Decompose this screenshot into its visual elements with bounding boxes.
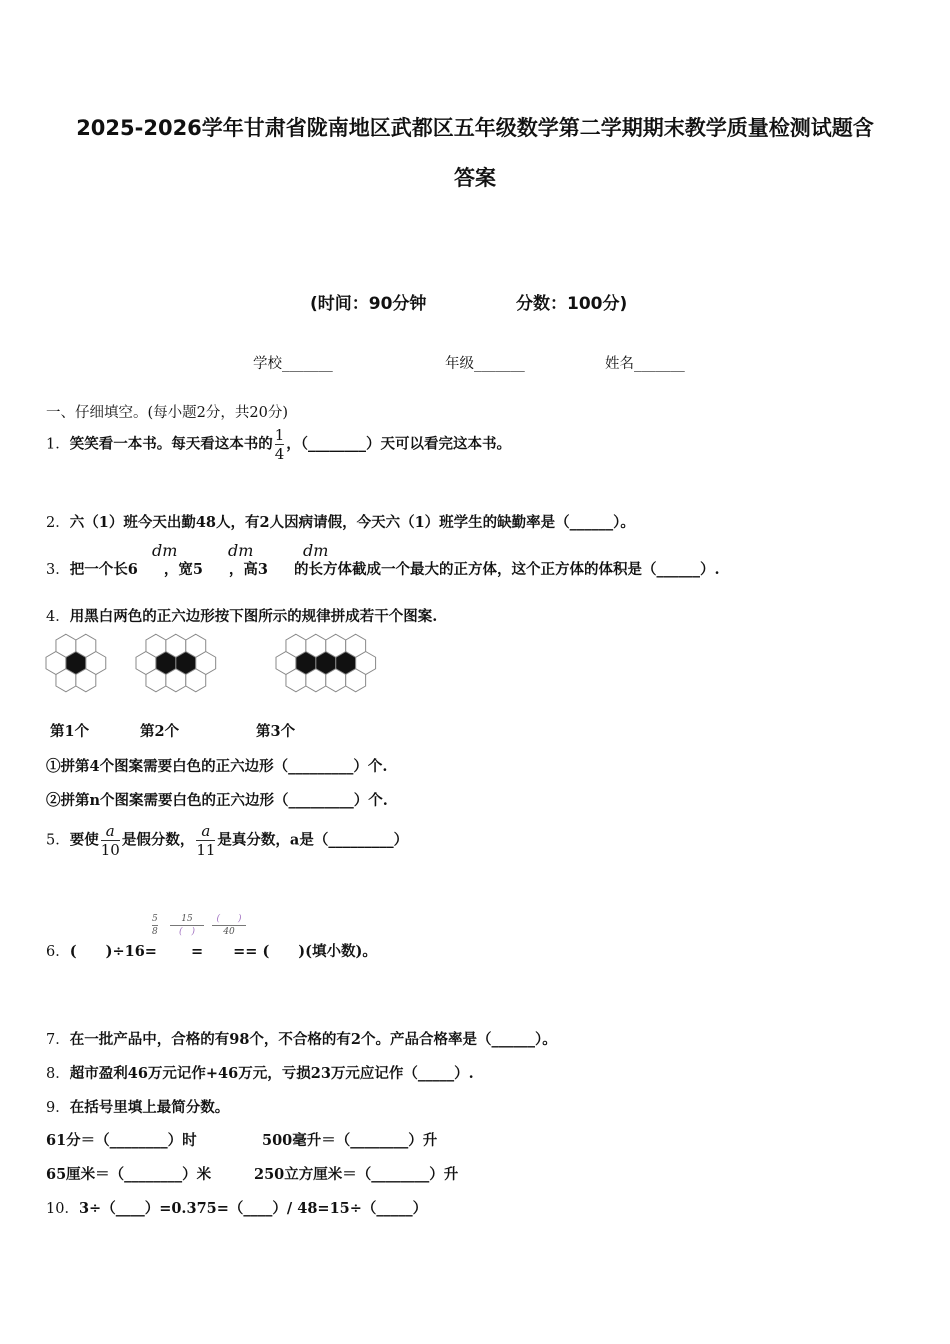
q6-text-c: = bbox=[233, 943, 246, 960]
q6-text-b: = bbox=[190, 943, 204, 960]
pattern-label-1: 第1个 bbox=[50, 723, 90, 740]
white-hexagon bbox=[146, 634, 166, 657]
white-hexagon bbox=[326, 669, 346, 692]
school-field[interactable]: 学校_______ bbox=[253, 356, 333, 372]
question-number: 7． bbox=[46, 1032, 70, 1048]
name-field[interactable]: 姓名_______ bbox=[605, 356, 685, 372]
question-number: 9． bbox=[46, 1100, 70, 1116]
hexagon-patterns bbox=[40, 628, 430, 700]
q9-row1-a: 61分＝（________）时 bbox=[46, 1132, 197, 1149]
title-line-1: 2025-2026学年甘肃省陇南地区武都区五年级数学第二学期期末教学质量检测试题含 bbox=[76, 116, 874, 140]
pattern-label-3: 第3个 bbox=[256, 723, 296, 740]
q9-row2-b: 250立方厘米＝（________）升 bbox=[254, 1166, 459, 1183]
q9-text: 在括号里填上最简分数。 bbox=[69, 1099, 230, 1116]
white-hexagon bbox=[346, 669, 366, 692]
question-number: 1． bbox=[46, 436, 70, 453]
question-2 bbox=[46, 511, 635, 532]
frac-den: 10 bbox=[100, 841, 120, 859]
q4-sub-2: ②拼第n个图案需要白色的正六边形（_________）个. bbox=[46, 792, 388, 809]
q9-row2-a: 65厘米＝（________）米 bbox=[46, 1166, 212, 1183]
unit-dm-length: dm bbox=[152, 541, 178, 560]
frac-den: ( ) bbox=[170, 925, 204, 938]
white-hexagon bbox=[166, 669, 186, 692]
frac-den: 4 bbox=[274, 445, 285, 463]
white-hexagon bbox=[146, 669, 166, 692]
q1-text-a: 笑笑看一本书。每天看这本书的 bbox=[69, 435, 273, 453]
fraction-a-over-11 bbox=[196, 822, 215, 859]
q6-text-d: = ( )(填小数)。 bbox=[245, 943, 377, 960]
frac-num: 5 bbox=[152, 914, 158, 924]
exam-score: 分数：100分) bbox=[516, 294, 628, 314]
pattern-label-2: 第2个 bbox=[140, 723, 180, 740]
q1-text-b: ，（________）天可以看完这本书。 bbox=[286, 435, 512, 453]
q5-text-c: 是真分数，a是（_________） bbox=[217, 831, 409, 849]
white-hexagon bbox=[286, 669, 306, 692]
frac-num: a bbox=[105, 822, 115, 840]
question-number: 5． bbox=[46, 832, 70, 849]
frac-den: 11 bbox=[196, 841, 216, 859]
frac-num: a bbox=[201, 822, 211, 840]
q4-sub-1: ①拼第4个图案需要白色的正六边形（_________）个. bbox=[46, 758, 388, 775]
white-hexagon bbox=[166, 634, 186, 657]
frac-den: 40 bbox=[212, 925, 246, 938]
white-hexagon bbox=[306, 634, 326, 657]
white-hexagon bbox=[186, 634, 206, 657]
q3-text-a: 把一个长6 bbox=[69, 561, 138, 578]
title-line-2: 答案 bbox=[454, 166, 496, 190]
grade-field[interactable]: 年级_______ bbox=[445, 356, 525, 372]
q5-text-b: 是假分数， bbox=[121, 831, 195, 849]
q3-text-c: ，高3 bbox=[228, 561, 269, 578]
exam-time: (时间：90分钟 bbox=[310, 294, 427, 314]
white-hexagon bbox=[346, 634, 366, 657]
white-hexagon bbox=[56, 669, 76, 692]
white-hexagon bbox=[76, 634, 96, 657]
q3-text-b: ，宽5 bbox=[163, 561, 203, 578]
unit-dm-height: dm bbox=[303, 541, 329, 560]
frac-num: ( ) bbox=[216, 914, 242, 924]
small-fraction-5-8 bbox=[152, 913, 158, 938]
small-fraction-15 bbox=[170, 913, 204, 938]
white-hexagon bbox=[306, 669, 326, 692]
question-8 bbox=[46, 1062, 474, 1083]
q3-text-d: 的长方体截成一个最大的正方体，这个正方体的体积是（______）. bbox=[294, 561, 720, 578]
q8-text: 超市盈利46万元记作+46万元，亏损23万元应记作（_____）. bbox=[69, 1065, 474, 1082]
question-number: 3． bbox=[46, 562, 70, 578]
q6-text-a: ( )÷16= bbox=[69, 943, 157, 960]
frac-den: 8 bbox=[152, 927, 158, 937]
white-hexagon bbox=[76, 669, 96, 692]
unit-dm-width: dm bbox=[228, 541, 254, 560]
question-number: 6． bbox=[46, 944, 70, 960]
q2-text: 六（1）班今天出勤48人，有2人因病请假，今天六（1）班学生的缺勤率是（______）。 bbox=[69, 514, 635, 531]
q10-text: 3÷（____）=0.375=（____）/ 48=15÷（_____） bbox=[78, 1200, 428, 1217]
white-hexagon bbox=[56, 634, 76, 657]
frac-num: 15 bbox=[181, 914, 193, 924]
fraction-one-quarter bbox=[275, 426, 285, 463]
section-heading: 一、仔细填空。(每小题2分，共20分) bbox=[46, 405, 288, 421]
question-4 bbox=[46, 605, 437, 626]
question-9 bbox=[46, 1096, 229, 1117]
question-number: 10． bbox=[46, 1201, 79, 1217]
q7-text: 在一批产品中，合格的有98个，不合格的有2个。产品合格率是（______）。 bbox=[69, 1031, 557, 1048]
frac-num: 1 bbox=[274, 426, 285, 444]
small-fraction-40 bbox=[212, 913, 246, 938]
question-3 bbox=[46, 558, 720, 579]
q4-text: 用黑白两色的正六边形按下图所示的规律拼成若干个图案. bbox=[69, 608, 438, 625]
fraction-a-over-10 bbox=[101, 822, 120, 859]
question-1 bbox=[46, 426, 511, 463]
q5-text-a: 要使 bbox=[69, 831, 99, 849]
white-hexagon bbox=[186, 669, 206, 692]
question-7 bbox=[46, 1028, 557, 1049]
white-hexagon bbox=[326, 634, 346, 657]
white-hexagon bbox=[286, 634, 306, 657]
question-10 bbox=[46, 1197, 427, 1218]
question-6 bbox=[46, 940, 377, 961]
question-number: 2． bbox=[46, 515, 70, 531]
q9-row1-b: 500毫升＝（________）升 bbox=[262, 1132, 438, 1149]
question-number: 8． bbox=[46, 1066, 70, 1082]
question-5 bbox=[46, 822, 408, 859]
question-number: 4． bbox=[46, 609, 70, 625]
